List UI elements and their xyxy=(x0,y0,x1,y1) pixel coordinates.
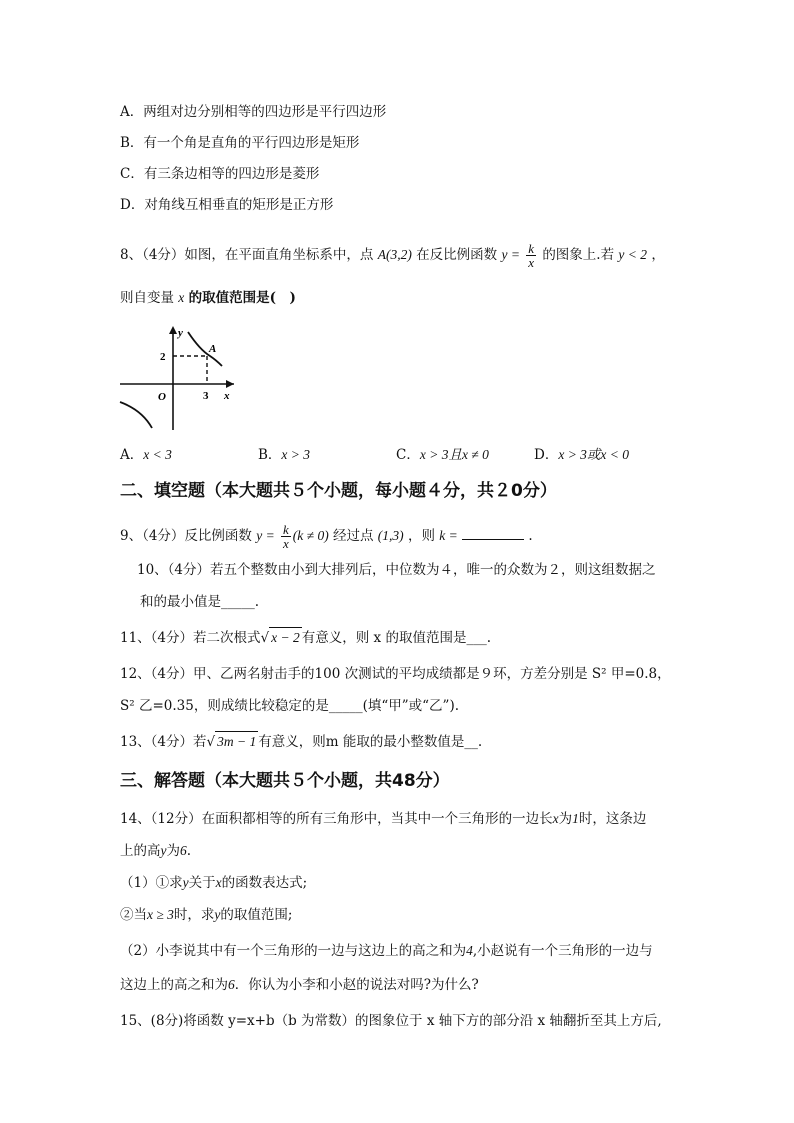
q13-suffix: 有意义，则m 能取的最小整数值是__. xyxy=(258,734,483,750)
q8-option-c-math: x > 3且x ≠ 0 xyxy=(419,447,489,462)
q14-line1-c: 时，这条边 xyxy=(578,811,647,827)
q8-option-d-label: D． xyxy=(534,447,559,463)
q14-line1-a: 14、（12分）在面积都相等的所有三角形中，当其中一个三角形的一边长 xyxy=(120,811,553,827)
q15-line1: 15、(8分)将函数 y=x+b（b 为常数）的图象位于 x 轴下方的部分沿 x 轴翻折至其上方后, xyxy=(120,1013,662,1029)
q9-mid: 经过点 xyxy=(333,528,374,544)
q8-line2-a: 则自变量 xyxy=(120,290,174,306)
q8-option-b xyxy=(258,445,310,465)
q8-option-c xyxy=(396,445,489,465)
q14-p2-cond: x ≥ 3 xyxy=(147,907,174,922)
q8-option-d xyxy=(534,445,629,465)
label-x: x xyxy=(224,390,230,402)
q11-sqrt-sign: √ xyxy=(260,630,270,646)
q14-p3-b: ,小赵说有一个三角形的一边与 xyxy=(472,943,653,959)
q13-radicand: 3m − 1 xyxy=(215,731,258,752)
label-y: y xyxy=(178,327,183,339)
label-O: O xyxy=(158,391,166,403)
q14-p3-a: （2）小李说其中有一个三角形的一边与这边上的高之和为 xyxy=(120,943,467,959)
hyperbola-branch-q1 xyxy=(188,332,222,366)
q14-line1-b: 为 xyxy=(558,811,573,827)
q14-line1-one: 1 xyxy=(572,811,579,826)
q8-option-b-label: B． xyxy=(258,447,282,463)
q14-line1 xyxy=(120,809,646,829)
q8-fraction xyxy=(526,242,536,269)
q9-var: k = xyxy=(439,528,458,543)
q9-point: (1,3) xyxy=(377,528,404,543)
q14-p4-six: 6 xyxy=(228,977,235,992)
q14-p1-y: y xyxy=(182,875,189,890)
q14-p1-b: 关于 xyxy=(188,875,216,891)
q13-stem xyxy=(120,731,482,752)
q14-line2-b: 为 xyxy=(166,843,180,859)
q14-p1-a: （1）①求 xyxy=(120,875,183,891)
section3-title: 三、解答题（本大题共５个小题，共48分） xyxy=(120,771,450,791)
q14-line1-x: x xyxy=(552,811,559,826)
q13-prefix: 13、（4分）若 xyxy=(120,734,207,750)
q8-option-a-math: x < 3 xyxy=(143,447,172,462)
y-axis-arrow xyxy=(169,326,177,334)
q7-option-d: D．对角线互相垂直的矩形是正方形 xyxy=(120,197,334,213)
q8-option-c-label: C． xyxy=(396,447,420,463)
q8-prefix: 8、（4分）如图，在平面直角坐标系中，点 xyxy=(120,247,374,263)
q11-stem xyxy=(120,627,491,648)
q14-line2 xyxy=(120,841,191,861)
q11-prefix: 11、（4分）若二次根式 xyxy=(120,630,261,646)
q8-func-lhs: y = xyxy=(501,247,520,262)
q14-p3-four: 4 xyxy=(466,943,473,958)
label-3: 3 xyxy=(203,390,209,402)
q8-stem-line2 xyxy=(120,288,296,308)
x-axis-arrow xyxy=(226,380,234,388)
q8-option-d-math: x > 3或x < 0 xyxy=(558,447,630,462)
q8-option-a xyxy=(120,445,172,465)
q9-frac-den: x xyxy=(283,536,289,551)
q11-suffix: 有意义，则 x 的取值范围是___. xyxy=(301,630,491,646)
q8-point: A(3,2) xyxy=(377,247,412,262)
q14-p4-a: 这边上的高之和为 xyxy=(120,977,228,993)
q9-frac-num: k xyxy=(283,522,289,537)
q12-line1: 12、（4分）甲、乙两名射击手的100 次测试的平均成绩都是９环，方差分别是 S² 甲=0.8， xyxy=(120,666,671,682)
q9-stem xyxy=(120,523,533,550)
q14-p4-b: ．你认为小李和小赵的说法对吗?为什么? xyxy=(234,977,479,993)
q14-line2-a: 上的高 xyxy=(120,843,161,859)
q9-tail: ，则 xyxy=(407,528,435,544)
q9-func-lhs: y = xyxy=(256,528,275,543)
q14-line2-c: . xyxy=(186,843,192,859)
q13-sqrt-sign: √ xyxy=(206,734,216,750)
q8-graph xyxy=(118,322,238,432)
q9-prefix: 9、（4分）反比例函数 xyxy=(120,528,252,544)
q8-mid: 在反比例函数 xyxy=(416,247,498,263)
q14-p2-b: 时，求 xyxy=(173,907,215,923)
q8-line2-b: 的取值范围是( ) xyxy=(188,290,296,306)
q8-frac-den: x xyxy=(528,255,535,270)
hyperbola-branch-q3 xyxy=(120,402,152,428)
q7-option-c: C．有三条边相等的四边形是菱形 xyxy=(120,166,320,182)
q10-line1: 10、（4分）若五个整数由小到大排列后，中位数为４，唯一的众数为２，则这组数据之 xyxy=(137,562,656,578)
q14-part1 xyxy=(120,873,307,893)
q14-line2-six: 6 xyxy=(180,843,187,858)
q12-line2: S² 乙=0.35，则成绩比较稳定的是_____(填“甲”或“乙”). xyxy=(120,698,460,714)
q9-end: . xyxy=(528,528,533,544)
q7-option-b: B．有一个角是直角的平行四边形是矩形 xyxy=(120,135,360,151)
q8-option-b-math: x > 3 xyxy=(281,447,311,462)
q8-line2-var: x xyxy=(178,290,185,305)
q8-comma: ， xyxy=(651,247,665,263)
q14-p2-y: y xyxy=(214,907,221,922)
q14-p2-c: 的取值范围; xyxy=(220,907,293,923)
q14-p1-x: x xyxy=(215,875,222,890)
q8-suffix: 的图象上.若 xyxy=(542,247,615,263)
label-A: A xyxy=(209,343,217,355)
q8-stem-line1 xyxy=(120,242,665,269)
q14-part1b xyxy=(120,905,292,925)
q8-option-a-label: A． xyxy=(120,447,144,463)
q8-frac-num: k xyxy=(528,241,535,256)
q11-radicand: x − 2 xyxy=(269,627,302,648)
q14-p1-c: 的函数表达式; xyxy=(221,875,308,891)
q9-fraction xyxy=(281,523,291,550)
q8-condition: y < 2 xyxy=(618,247,648,262)
label-2: 2 xyxy=(160,351,166,363)
section2-title: 二、填空题（本大题共５个小题，每小题４分，共２0分） xyxy=(120,481,557,501)
q9-answer-blank[interactable] xyxy=(462,525,524,540)
q10-line2: 和的最小值是_____. xyxy=(140,594,260,610)
q14-part2-line1 xyxy=(120,941,653,961)
q9-condition: (k ≠ 0) xyxy=(292,528,329,543)
q14-p2-a: ②当 xyxy=(120,907,147,923)
q7-option-a: A．两组对边分别相等的四边形是平行四边形 xyxy=(120,104,387,120)
q14-line2-y: y xyxy=(160,843,167,858)
q14-part2-line2 xyxy=(120,975,479,995)
